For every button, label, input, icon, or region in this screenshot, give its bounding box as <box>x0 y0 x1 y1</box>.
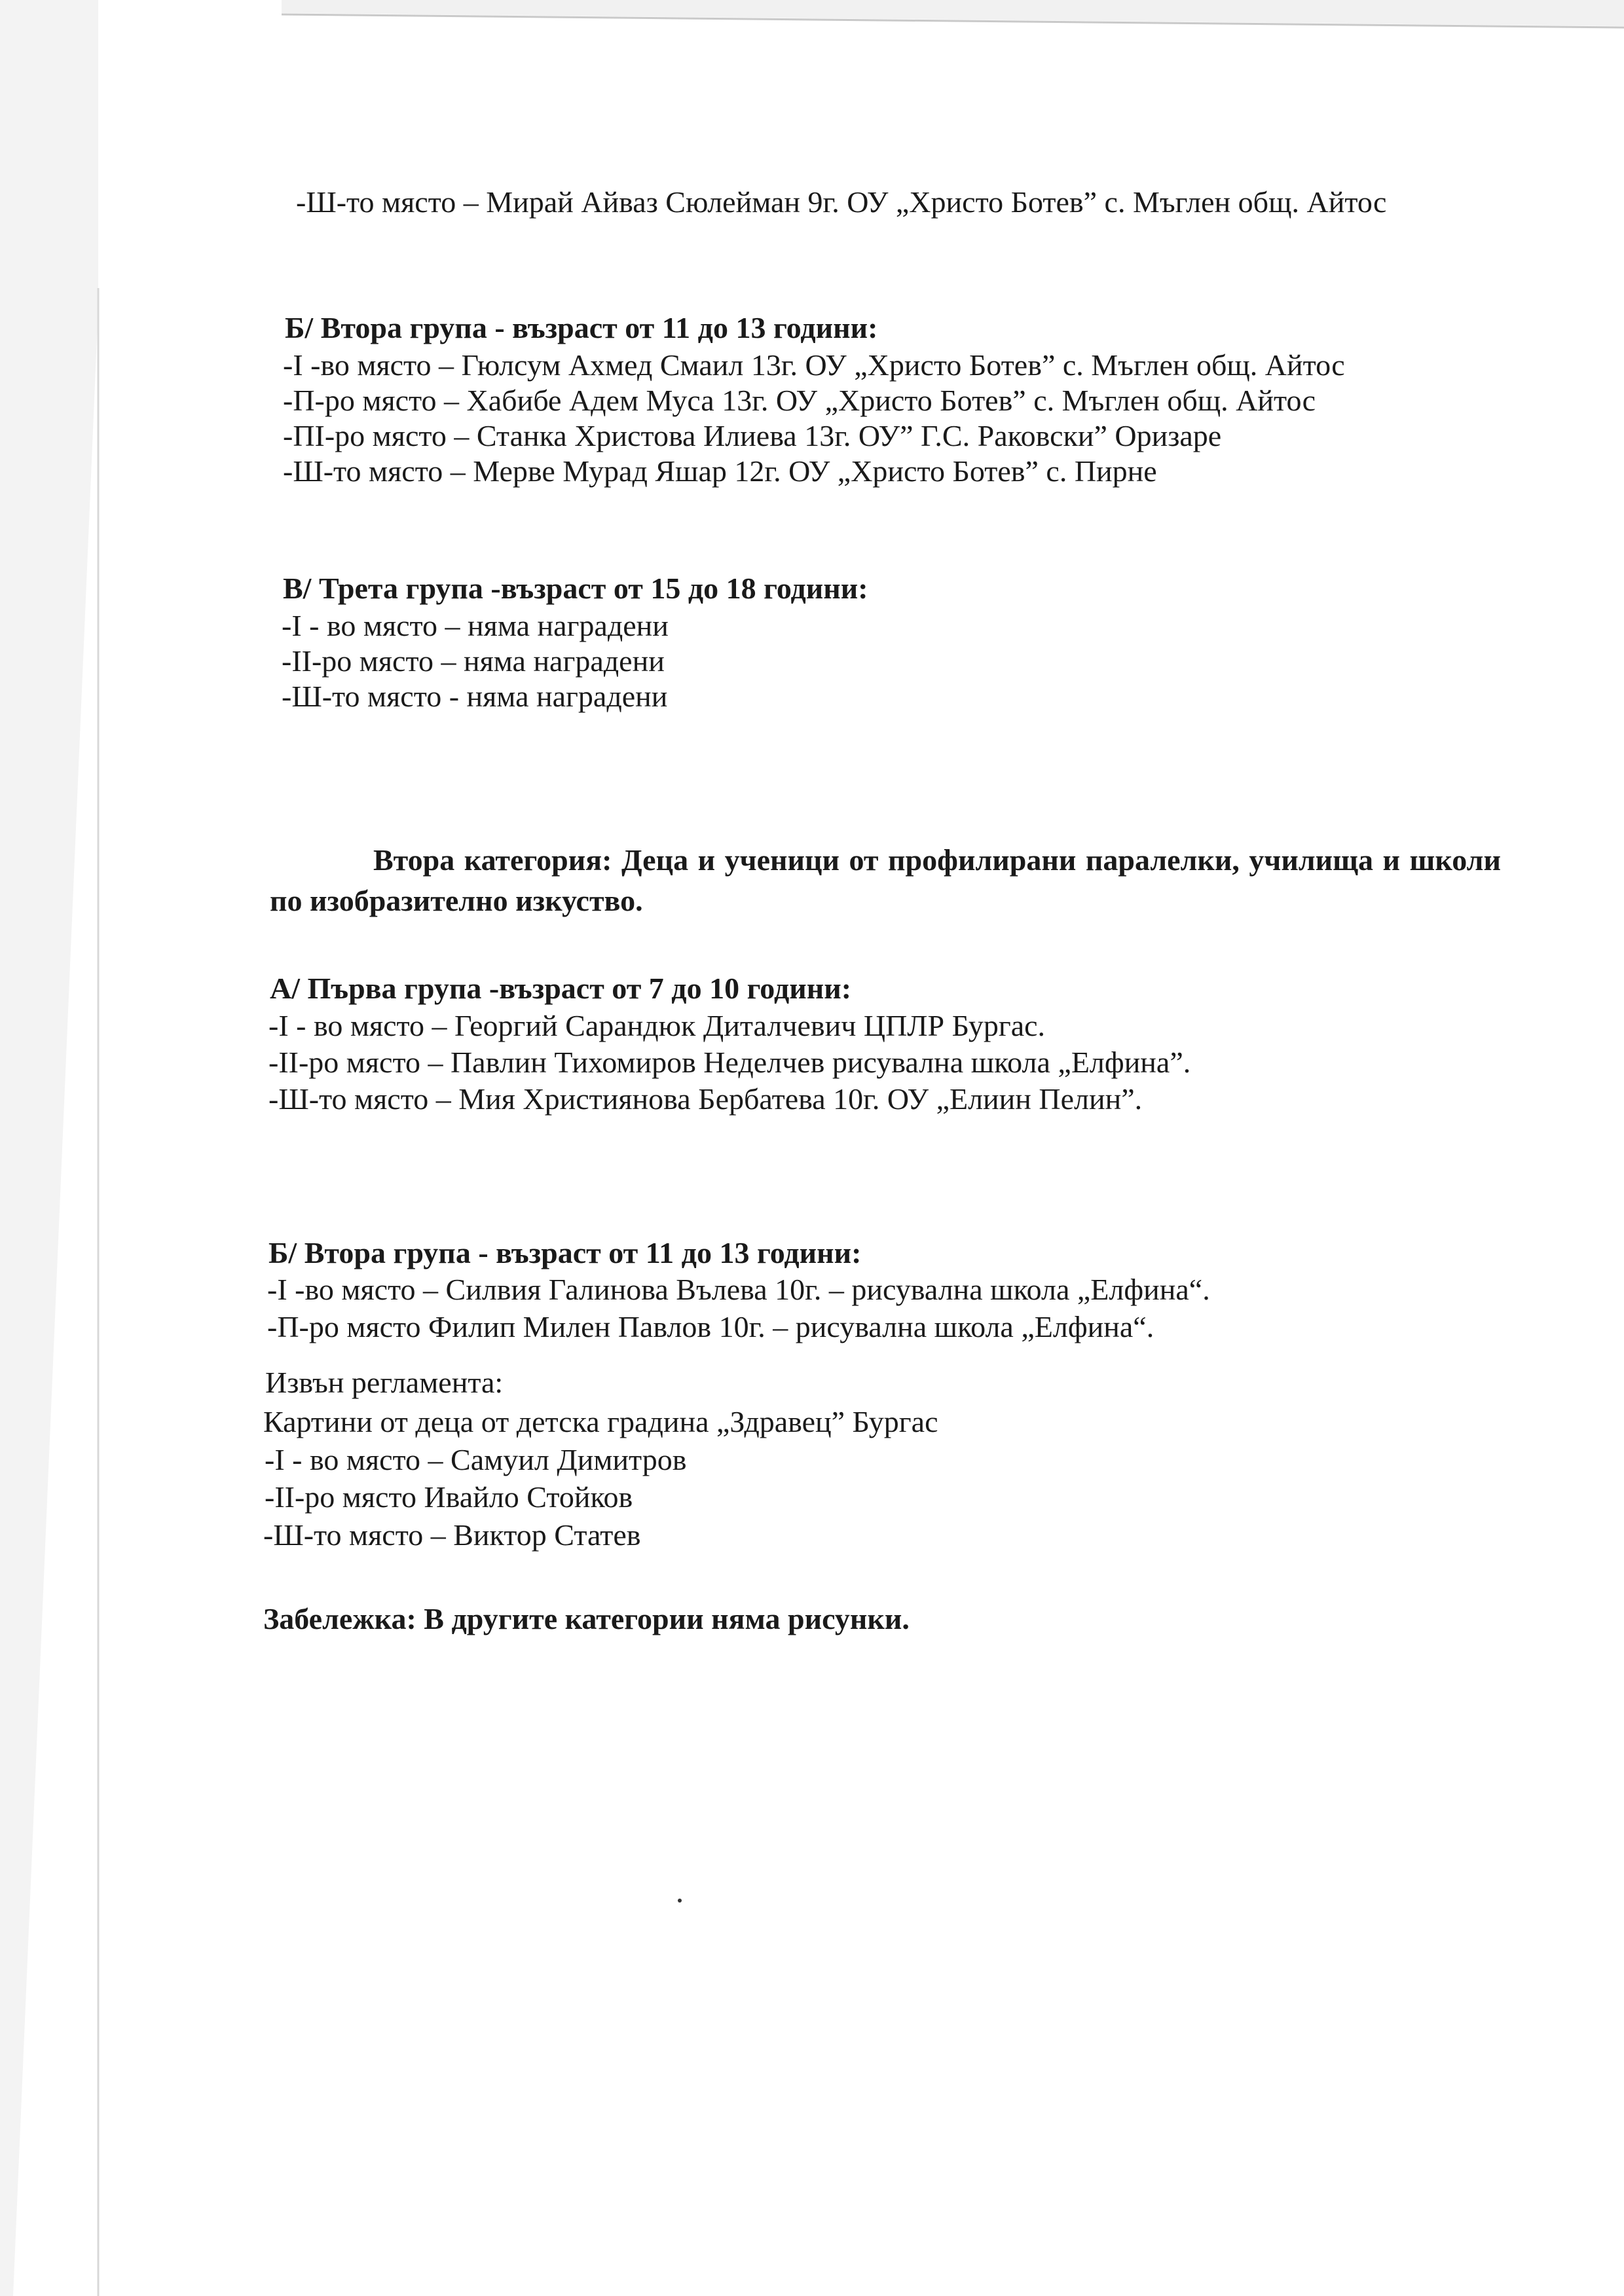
outside-rules-subheading: Картини от деца от детска градина „Здравец” Бургас <box>263 1405 938 1438</box>
first-category-group-a-third-place: -Ш-то място – Мирай Айваз Сюлейман 9г. ОУ „Христо Ботев” с. Мъглен общ. Айтос <box>296 185 1387 219</box>
second-category-group-a-heading: А/ Първа група -възраст от 7 до 10 години: <box>270 972 852 1005</box>
scan-speck <box>678 1899 682 1903</box>
second-category-heading: Втора категория: Деца и ученици от профилирани паралелки, училища и школи по изобразително изкуство. <box>270 843 1501 917</box>
list-item: -II-ро място – няма наградени <box>282 644 665 678</box>
list-item: -Ш-то място – Виктор Статев <box>263 1518 641 1552</box>
note: Забележка: В другите категории няма рисунки. <box>263 1602 910 1635</box>
list-item: -Ш-то място – Мия Християнова Бербатева 10г. ОУ „Елиин Пелин”. <box>268 1082 1143 1116</box>
list-item: -ПІ-ро място – Станка Христова Илиева 13г. ОУ” Г.С. Раковски” Оризаре <box>283 419 1222 452</box>
list-item: -П-ро място Филип Милен Павлов 10г. – рисувална школа „Елфина“. <box>267 1310 1154 1343</box>
list-item: -П-ро място – Хабибе Адем Муса 13г. ОУ „Христо Ботев” с. Мъглен общ. Айтос <box>283 384 1316 417</box>
list-item: -I -во място – Гюлсум Ахмед Смаил 13г. ОУ „Христо Ботев” с. Мъглен общ. Айтос <box>283 348 1345 382</box>
scan-edge-top <box>0 0 1624 39</box>
list-item: -II-ро място Ивайло Стойков <box>265 1480 633 1514</box>
list-item: -I - во място – Георгий Сарандюк Диталчевич ЦПЛР Бургас. <box>268 1009 1046 1042</box>
first-category-group-c-heading: В/ Трета група -възраст от 15 до 18 години: <box>283 572 868 605</box>
list-item: -I -во място – Силвия Галинова Вълева 10г. – рисувална школа „Елфина“. <box>267 1273 1210 1306</box>
list-item: -Ш-то място - няма наградени <box>282 680 668 713</box>
list-item: -II-ро място – Павлин Тихомиров Неделчев рисувална школа „Елфина”. <box>268 1046 1191 1079</box>
second-category-group-b-heading: Б/ Втора група - възраст от 11 до 13 години: <box>268 1236 862 1269</box>
scan-edge-left <box>0 0 105 2296</box>
outside-rules-heading: Извън регламента: <box>265 1366 504 1399</box>
list-item: -Ш-то място – Мерве Мурад Яшар 12г. ОУ „Христо Ботев” с. Пирне <box>283 454 1157 488</box>
list-item: -I - во място – няма наградени <box>282 609 669 642</box>
list-item: -I - во място – Самуил Димитров <box>265 1443 687 1476</box>
first-category-group-b-heading: Б/ Втора група - възраст от 11 до 13 години: <box>285 311 878 344</box>
